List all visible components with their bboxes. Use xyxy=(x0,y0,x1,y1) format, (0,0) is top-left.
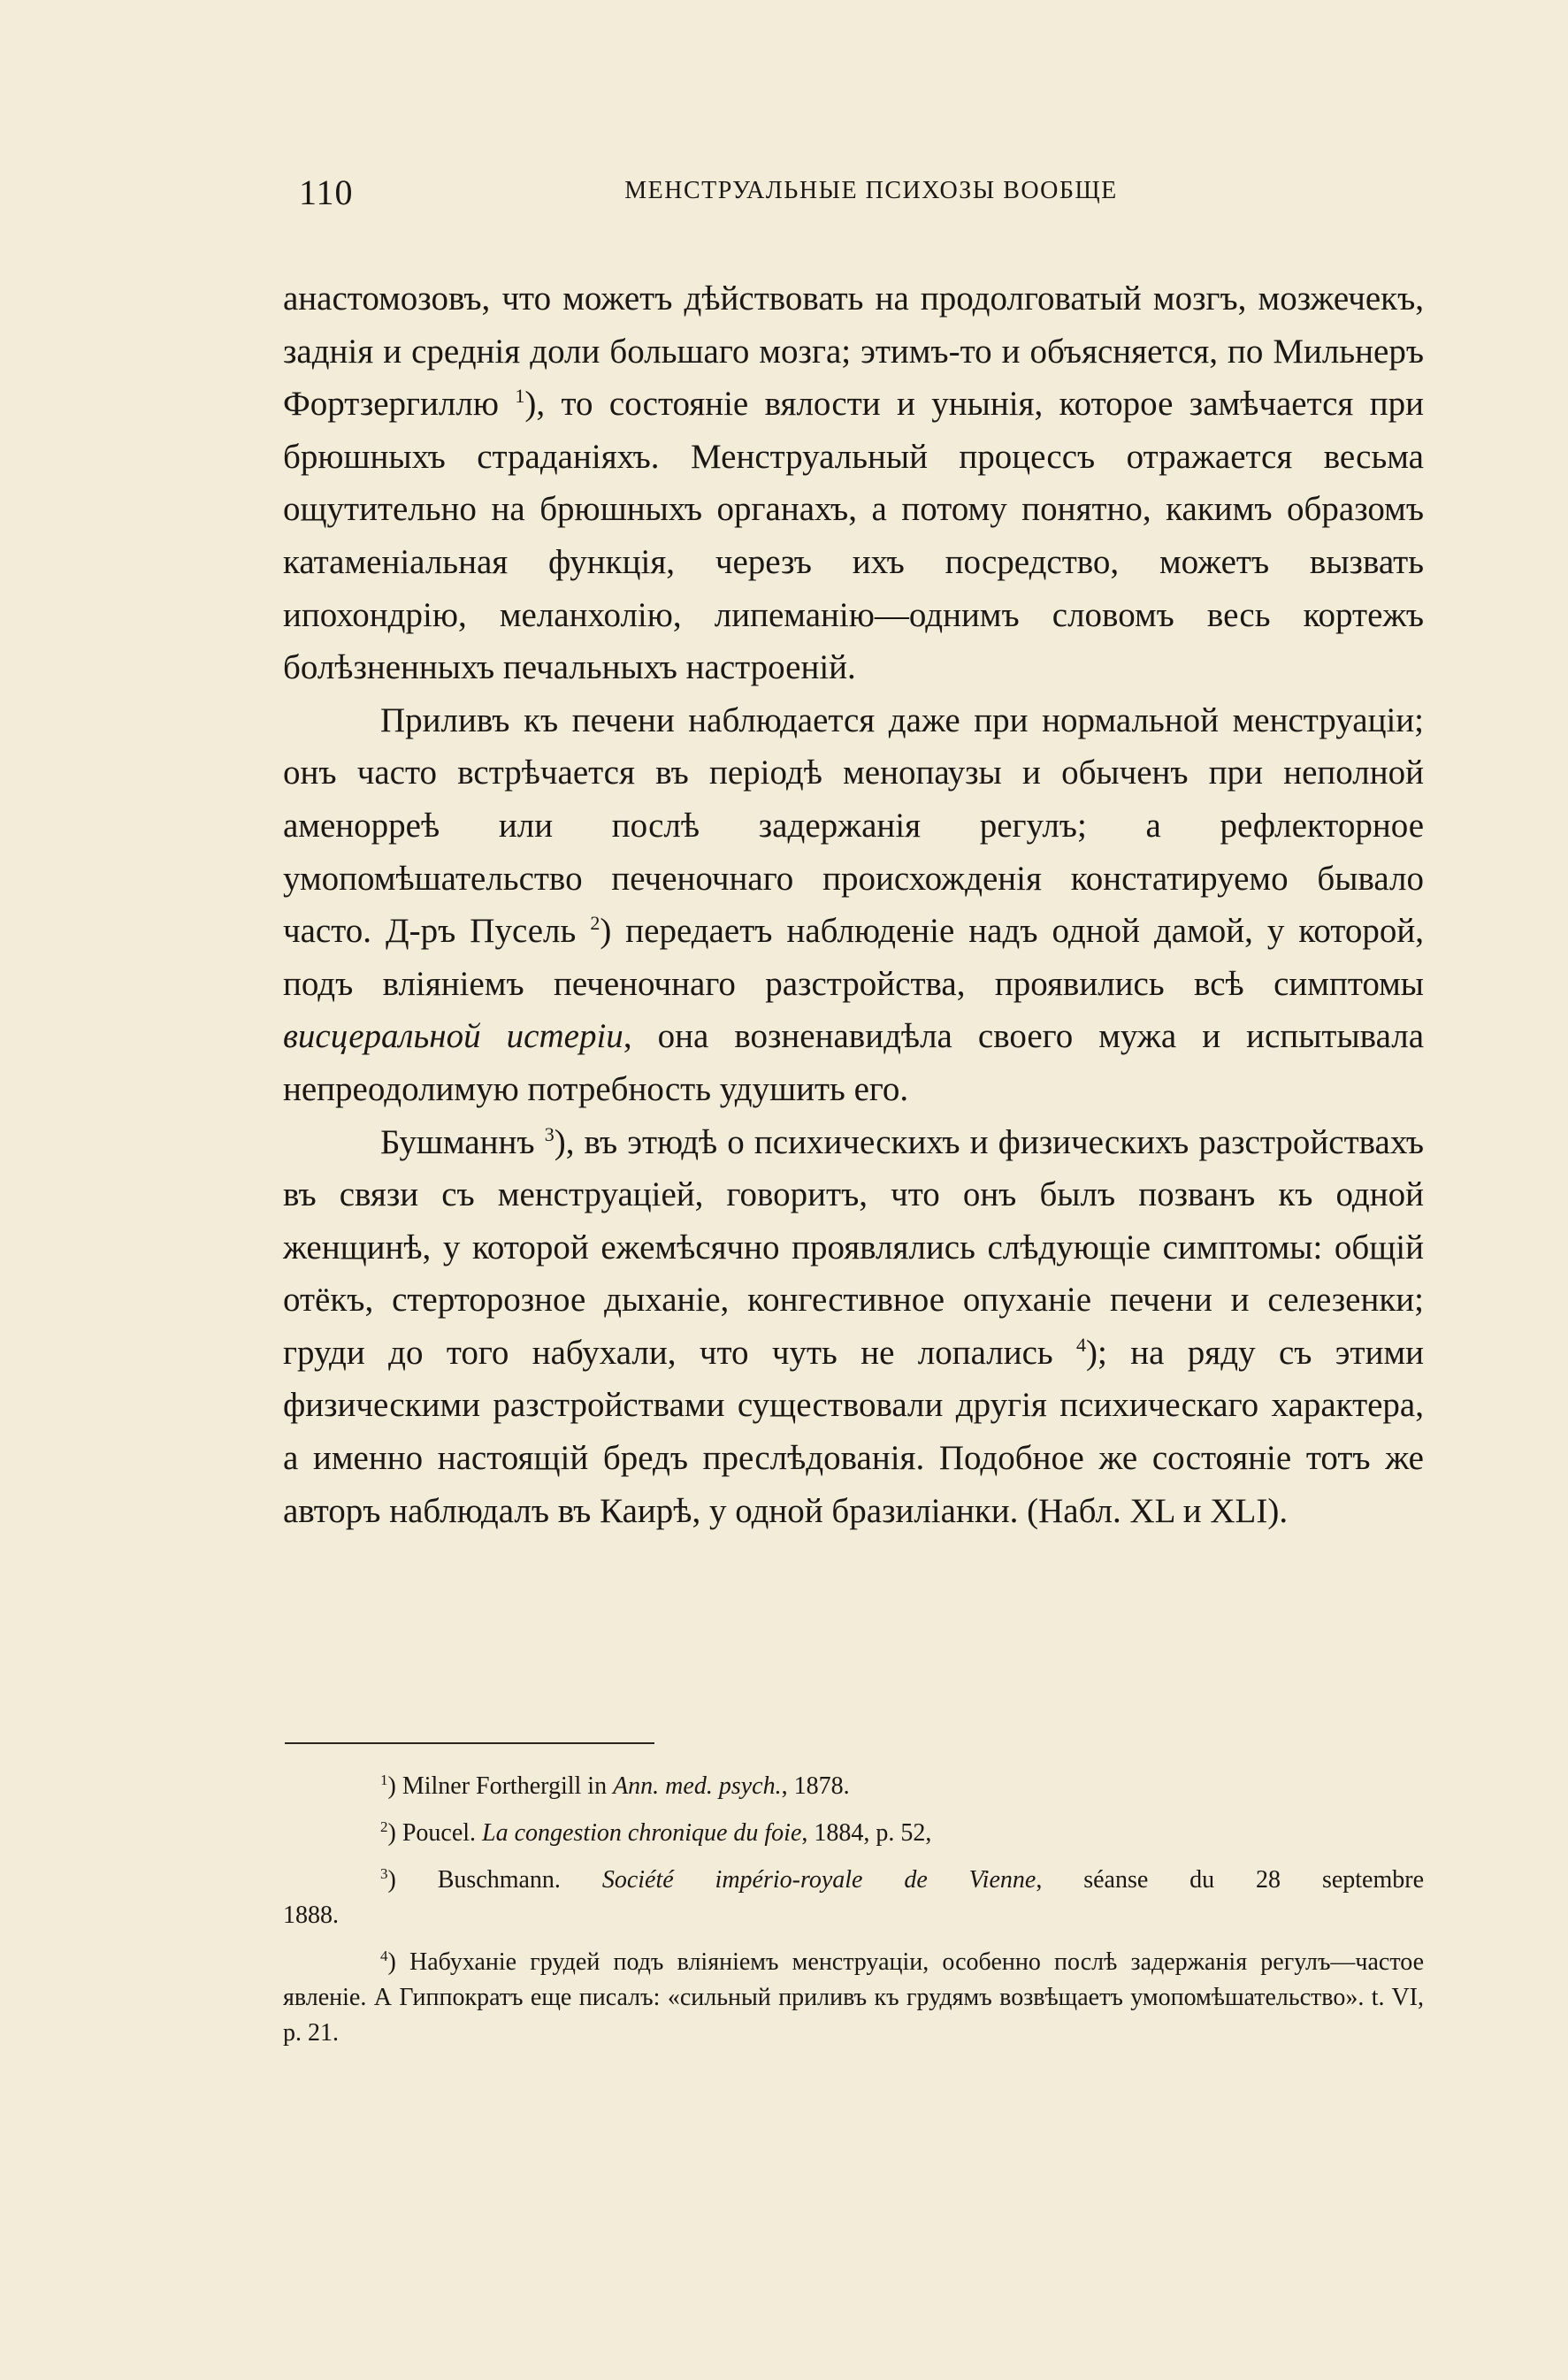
footnote-ref-1: 1 xyxy=(515,385,525,408)
footnote-1-number: 1 xyxy=(380,1772,388,1788)
footnote-1-italic: Ann. med. psych. xyxy=(613,1772,782,1800)
footnote-4-number: 4 xyxy=(380,1948,388,1964)
paragraph-2 xyxy=(283,694,1424,1116)
paragraph-2-text-end: , она возненавидѣла своего мужа и испытывала непреодолимую потребность удушить его. xyxy=(283,1017,1424,1108)
paragraph-3-text: Бушманнъ xyxy=(380,1122,535,1161)
footnote-3-text: ) Buschmann. xyxy=(387,1866,602,1894)
footnote-ref-4: 4 xyxy=(1076,1333,1087,1356)
footnote-2-text: ) Poucel. xyxy=(387,1819,483,1847)
footnotes xyxy=(283,1769,1424,2051)
footnote-1 xyxy=(283,1769,1424,1804)
footnote-4 xyxy=(283,1945,1424,2051)
footnote-3-text-end: , séanse du 28 septembre xyxy=(1036,1866,1425,1894)
paragraph-1 xyxy=(283,272,1424,694)
footnote-3 xyxy=(283,1863,1424,1898)
footnote-2-text-end: , 1884, p. 52, xyxy=(801,1819,932,1847)
paragraph-2-text: Приливъ къ печени наблюдается даже при нормальной менструаціи; онъ часто встрѣчается въ періодѣ менопаузы и обыченъ при неполной аменорреѣ или послѣ задержанія регулъ; а рефлекторное умопомѣшательство печеночнаго происхожденія констатируемо бывало часто. Д-ръ Пусель xyxy=(283,700,1424,951)
footnote-1-text: ) Milner Forthergill in xyxy=(387,1772,614,1800)
footnote-1-text-end: , 1878. xyxy=(781,1772,850,1800)
paragraph-2-text-cont: ) передаетъ наблюденіе надъ одной дамой, у которой, подъ вліяніемъ печеночнаго разстройства, проявились всѣ симптомы xyxy=(283,912,1425,1003)
paragraph-1-text-cont: ), то состояніе вялости и унынія, которое замѣчается при брюшныхъ страданіяхъ. Менструальный процессъ отражается весьма ощутительно на брюшныхъ органахъ, а потому понятно, какимъ образомъ катаменіальная функція, черезъ ихъ посредство, можетъ вызвать ипохондрію, меланхолію, липеманію—однимъ словомъ весь кортежъ болѣзненныхъ печальныхъ настроеній. xyxy=(283,385,1424,687)
footnote-2-number: 2 xyxy=(380,1818,388,1835)
footnote-3-number: 3 xyxy=(380,1865,388,1882)
footnote-ref-3: 3 xyxy=(544,1122,555,1145)
paragraph-3 xyxy=(283,1116,1424,1538)
footnote-4-text: ) Набуханіе грудей подъ вліяніемъ менструаціи, особенно послѣ задержанія регулъ—частое явленіе. А Гиппократъ еще писалъ: «сильный приливъ къ грудямъ возвѣщаетъ умопомѣшательство». t. VI, p. 21. xyxy=(283,1948,1424,2047)
paragraph-3-text-cont: ), въ этюдѣ о психическихъ и физическихъ разстройствахъ въ связи съ менструаціей, говоритъ, что онъ былъ позванъ къ одной женщинѣ, у которой ежемѣсячно проявлялись слѣдующіе симптомы: общій отёкъ, стерторозное дыханіе, конгестивное опуханіе печени и селезенки; груди до того набухали, что чуть не лопались xyxy=(283,1122,1425,1372)
footnote-2 xyxy=(283,1816,1424,1851)
footnote-3-italic: Société império-royale de Vienne xyxy=(601,1866,1036,1894)
footnote-2-italic: La congestion chronique du foie xyxy=(482,1819,802,1847)
paragraph-3-text-end: ); на ряду съ этими физическими разстройствами существовали другія психическаго характера, а именно настоящій бредъ преслѣдованія. Подобное же состояніе тотъ же авторъ наблюдалъ въ Каирѣ, у одной бразиліанки. (Набл. XL и XLI). xyxy=(283,1333,1424,1530)
page-header xyxy=(283,172,1424,216)
body-text xyxy=(283,272,1424,1537)
footnote-divider xyxy=(285,1742,654,1744)
paragraph-2-italic: висцеральной истеріи xyxy=(283,1017,623,1056)
paragraph-1-text: анастомозовъ, что можетъ дѣйствовать на продолговатый мозгъ, мозжечекъ, заднія и среднія доли большаго мозга; этимъ-то и объясняется, по Мильнеръ Фортзергиллю xyxy=(283,279,1424,424)
footnote-3-continuation: 1888. xyxy=(283,1902,339,1929)
page-number: 110 xyxy=(299,172,354,212)
running-title: МЕНСТРУАЛЬНЫЕ ПСИХОЗЫ ВООБЩЕ xyxy=(624,177,1118,204)
footnote-ref-2: 2 xyxy=(590,912,600,935)
